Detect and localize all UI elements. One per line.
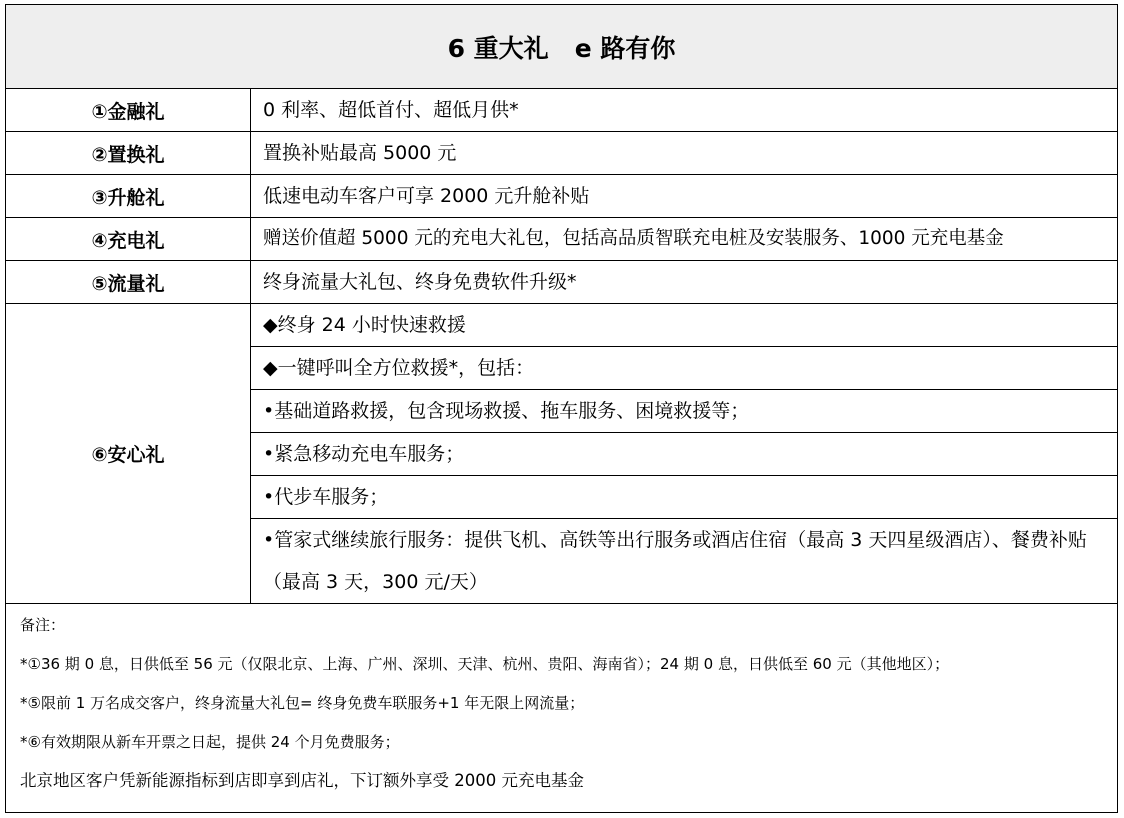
gift-value-data: 终身流量大礼包、终身免费软件升级* [251,261,1118,304]
gift-value-upgrade: 低速电动车客户可享 2000 元升舱补贴 [251,175,1118,218]
note-data: *⑤限前 1 万名成交客户，终身流量大礼包= 终身免费车联服务+1 年无限上网流量； [20,694,585,712]
gift-label-charging: ④充电礼 [6,218,251,261]
promo-table [5,4,1118,813]
safety-item-replacement-car: •代步车服务； [251,476,1118,519]
table-title: 6 重大礼 e 路有你 [6,5,1118,89]
gift-label-tradein: ②置换礼 [6,132,251,175]
notes-section [6,604,1118,813]
safety-item-concierge-travel: •管家式继续旅行服务：提供飞机、高铁等出行服务或酒店住宿（最高 3 天四星级酒店）、餐费补贴（最高 3 天，300 元/天） [251,519,1118,604]
safety-item-road-rescue: •基础道路救援，包含现场救援、拖车服务、困境救援等； [251,390,1118,433]
note-safety-validity: *⑥有效期限从新车开票之日起，提供 24 个月免费服务； [20,733,400,751]
note-beijing: 北京地区客户凭新能源指标到店即享到店礼，下订额外享受 2000 元充电基金 [20,771,584,790]
safety-item-rescue: ◆终身 24 小时快速救援 [251,304,1118,347]
note-finance: *①36 期 0 息，日供低至 56 元（仅限北京、上海、广州、深圳、天津、杭州、贵阳、海南省）；24 期 0 息，日供低至 60 元（其他地区）； [20,655,950,673]
notes-heading: 备注： [20,616,66,634]
gift-label-data: ⑤流量礼 [6,261,251,304]
gift-value-tradein: 置换补贴最高 5000 元 [251,132,1118,175]
gift-label-safety: ⑥安心礼 [6,304,251,604]
safety-item-one-key-call: ◆一键呼叫全方位救援*，包括： [251,347,1118,390]
gift-value-finance: 0 利率、超低首付、超低月供* [251,89,1118,132]
gift-value-charging: 赠送价值超 5000 元的充电大礼包，包括高品质智联充电桩及安装服务、1000 元充电基金 [251,218,1118,261]
safety-item-mobile-charging: •紧急移动充电车服务； [251,433,1118,476]
gift-label-finance: ①金融礼 [6,89,251,132]
gift-label-upgrade: ③升舱礼 [6,175,251,218]
